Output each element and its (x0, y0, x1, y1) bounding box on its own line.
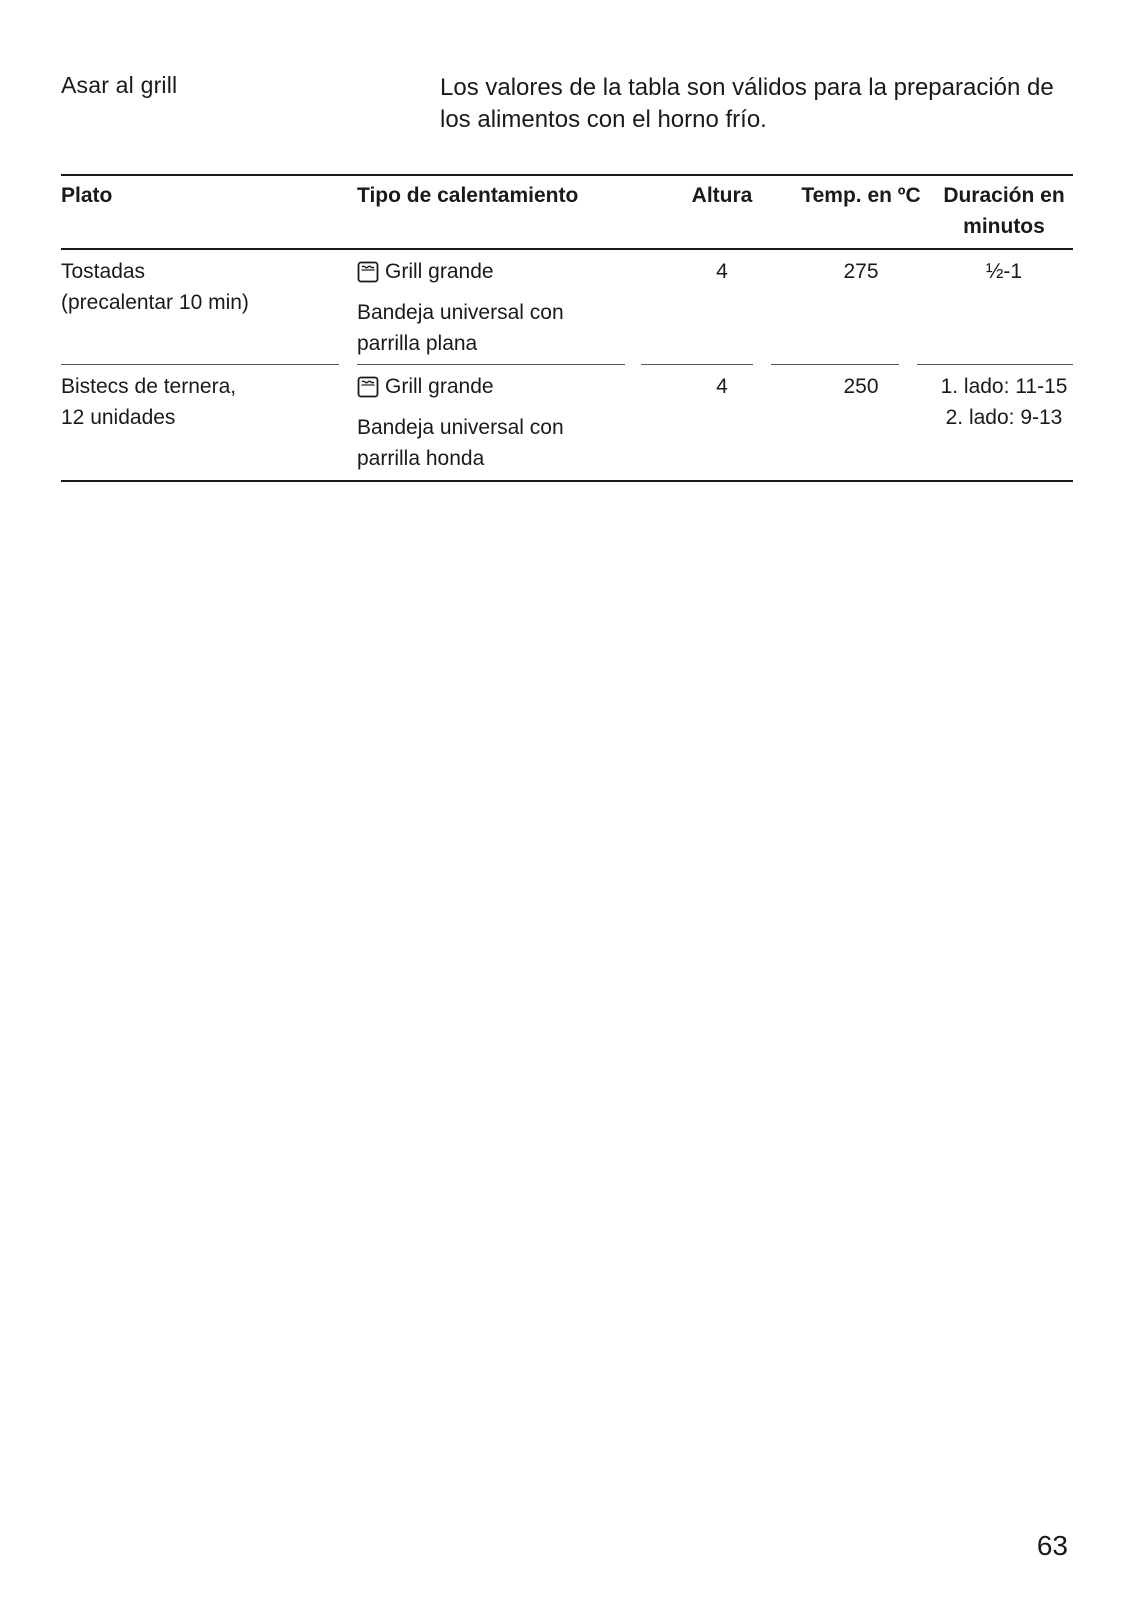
duracion-line: 1. lado: 11-15 (940, 375, 1068, 398)
table-header-row (61, 175, 1073, 249)
header-temp: Temp. en ºC (787, 175, 935, 249)
heating-label: Grill grande (385, 260, 494, 283)
cell-tipo (357, 249, 657, 365)
plato-name: Bistecs de ternera, (61, 375, 237, 398)
table-row (61, 249, 1073, 365)
table-row (61, 365, 1073, 481)
row-separator (641, 364, 753, 365)
header-tipo: Tipo de calentamiento (357, 175, 657, 249)
intro-paragraph: Los valores de la tabla son válidos para la preparación de los alimentos con el horno frío. (440, 74, 1054, 133)
row-separator (917, 364, 1073, 365)
row-separator (357, 364, 625, 365)
plato-note: (precalentar 10 min) (61, 291, 249, 314)
cell-temp: 250 (787, 365, 935, 481)
page-number: 63 (1036, 1530, 1068, 1561)
plato-name: Tostadas (61, 260, 146, 283)
grill-icon (357, 376, 379, 398)
row-separator (61, 364, 339, 365)
duracion-line: 2. lado: 9-13 (945, 406, 1063, 429)
section-title: Asar al grill (61, 72, 178, 98)
cell-altura: 4 (657, 365, 787, 481)
plato-note: 12 unidades (61, 406, 176, 429)
accessory: Bandeja universal con parrilla plana (357, 301, 564, 355)
row-separator (771, 364, 899, 365)
header-duracion: Duración en minutos (935, 175, 1073, 249)
cell-tipo (357, 365, 657, 481)
header-altura: Altura (657, 175, 787, 249)
cell-altura: 4 (716, 260, 728, 283)
cell-duracion (935, 249, 1073, 365)
cell-plato (61, 365, 357, 481)
cell-temp: 275 (843, 260, 879, 283)
heating-mode (357, 256, 657, 287)
header-plato: Plato (61, 175, 357, 249)
grill-icon (357, 261, 379, 283)
cell-duracion (935, 365, 1073, 481)
grill-table (61, 174, 1073, 482)
heating-label: Grill grande (385, 375, 494, 398)
duracion-line: ½-1 (985, 260, 1023, 283)
heating-mode (357, 371, 657, 402)
accessory: Bandeja universal con parrilla honda (357, 416, 564, 470)
cell-plato (61, 249, 357, 365)
